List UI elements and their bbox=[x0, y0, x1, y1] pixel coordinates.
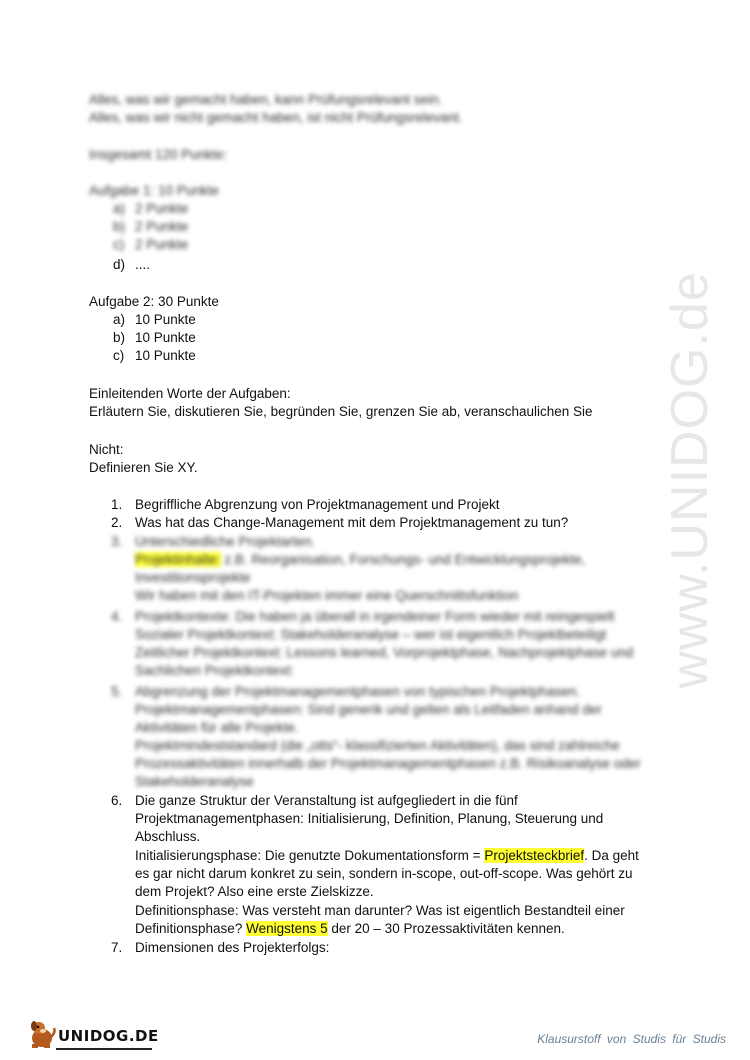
blurred-intro-line-1: Alles, was wir gemacht haben, kann Prüfungsrelevant sein. bbox=[89, 92, 443, 107]
list-item-3-line-4: Wir haben mit den IT-Projekten immer eine Querschnittsfunktion bbox=[135, 588, 519, 603]
not-heading: Nicht: bbox=[89, 442, 124, 457]
watermark-text: www.UNIDOG.de bbox=[661, 271, 719, 689]
item-marker: 2. bbox=[111, 515, 123, 530]
item-text: Dimensionen des Projekterfolgs: bbox=[135, 940, 330, 955]
item-text: Begriffliche Abgrenzung von Projektmanagement und Projekt bbox=[135, 497, 500, 512]
list-item-6 bbox=[111, 792, 518, 810]
task2-title: Aufgabe 2: 30 Punkte bbox=[89, 294, 219, 309]
item-marker: 3. bbox=[111, 534, 123, 549]
highlighted-text: Projektsteckbrief bbox=[484, 848, 585, 863]
list-item-4 bbox=[111, 608, 615, 626]
item-marker: b) bbox=[113, 219, 126, 234]
item-text: Die ganze Struktur der Veranstaltung ist aufgegliedert in die fünf bbox=[135, 793, 518, 808]
dog-icon bbox=[31, 1021, 55, 1048]
list-item-6-line-4 bbox=[135, 847, 639, 865]
item-marker: 4. bbox=[111, 609, 123, 624]
item-text: Abgrenzung der Projektmanagementphasen von typischen Projektphasen. bbox=[135, 684, 581, 699]
logo-text: UNIDOG.DE bbox=[58, 1027, 159, 1045]
item-marker: 5. bbox=[111, 684, 123, 699]
item-text: Projektkontexte: Die haben ja überall in irgendeiner Form wieder mit reingespielt bbox=[135, 609, 615, 624]
item-text: Definitionsphase? bbox=[135, 921, 247, 936]
list-item-3 bbox=[111, 533, 315, 551]
blurred-total-points: Insgesamt 120 Punkte: bbox=[89, 147, 228, 162]
not-text: Definieren Sie XY. bbox=[89, 460, 198, 475]
highlighted-text: Projektinhalte: bbox=[135, 552, 221, 567]
list-item-6-line-8 bbox=[135, 920, 565, 938]
item-text: Unterschiedliche Projektarten. bbox=[135, 534, 316, 549]
list-item-4-line-3: Zeitlicher Projektkontext: Lessons learned, Vorprojektphase, Nachprojektphase und bbox=[135, 645, 634, 660]
item-text: 2 Punkte bbox=[135, 219, 189, 234]
list-item-4-line-4: Sachlichen Projektkontext: bbox=[135, 663, 295, 678]
list-item-6-line-5: es gar nicht darum konkret zu sein, sondern in-scope, out-off-scope. Was gehört zu bbox=[135, 866, 633, 881]
item-text: z.B. Reorganisation, Forschungs- und Entwicklungsprojekte, bbox=[220, 552, 586, 567]
list-item-6-line-2: Projektmanagementphasen: Initialisierung, Definition, Planung, Steuerung und bbox=[135, 811, 604, 826]
list-item-6-line-6: dem Projekt? Also eine erste Zielskizze. bbox=[135, 884, 374, 899]
item-text: Was hat das Change-Management mit dem Projektmanagement zu tun? bbox=[135, 515, 569, 530]
list-item-5-line-2: Projektmanagementphasen: Sind generik und gelten als Leitfaden anhand der bbox=[135, 702, 602, 717]
item-marker: 6. bbox=[111, 793, 123, 808]
item-text: der 20 – 30 Prozessaktivitäten kennen. bbox=[327, 921, 565, 936]
list-item-3-line-2 bbox=[135, 551, 585, 569]
list-item-5-line-3: Aktivitäten für alle Projekte. bbox=[135, 720, 299, 735]
item-text: 2 Punkte bbox=[135, 237, 189, 252]
item-marker: 1. bbox=[111, 497, 123, 512]
item-text: 10 Punkte bbox=[135, 348, 196, 363]
list-item-6-line-7: Definitionsphase: Was versteht man darunter? Was ist eigentlich Bestandteil einer bbox=[135, 903, 625, 918]
task2-item-b bbox=[113, 329, 196, 347]
list-item-5-line-5: Prozessaktivitäten innerhalb der Projektmanagementphasen z.B. Risikoanalyse oder bbox=[135, 756, 641, 771]
footer-tagline: Klausurstoff von Studis für Studis bbox=[537, 1032, 726, 1046]
list-item-6-line-3: Abschluss. bbox=[135, 829, 201, 844]
item-marker: a) bbox=[113, 312, 126, 327]
blurred-task1-item-a bbox=[113, 200, 188, 218]
item-marker: c) bbox=[113, 348, 125, 363]
blurred-task1-item-b bbox=[113, 218, 188, 236]
list-item-5 bbox=[111, 683, 580, 701]
list-item-5-line-6: Stakeholderanalyse bbox=[135, 774, 254, 789]
item-marker: c) bbox=[113, 237, 125, 252]
item-marker: a) bbox=[113, 201, 126, 216]
list-item-3-line-3: Investitionsprojekte bbox=[135, 570, 251, 585]
highlighted-text: Wenigstens 5 bbox=[246, 921, 328, 936]
list-item-7 bbox=[111, 939, 329, 957]
list-item-4-line-2: Sozialer Projektkontext: Stakeholderanalyse – wer ist eigentlich Projektbeteiligt bbox=[135, 627, 607, 642]
item-marker: 7. bbox=[111, 940, 123, 955]
intro-words-text: Erläutern Sie, diskutieren Sie, begründen Sie, grenzen Sie ab, veranschaulichen Sie bbox=[89, 404, 593, 419]
blurred-task1-title: Aufgabe 1: 10 Punkte bbox=[89, 183, 219, 198]
list-item-5-line-4: Projektmindeststandard (die „otts“- klassifizierten Aktivitäten), das sind zahlreiche bbox=[135, 738, 620, 753]
task2-item-a bbox=[113, 311, 196, 329]
task2-item-c bbox=[113, 347, 196, 365]
list-item-1 bbox=[111, 496, 499, 514]
item-text: 10 Punkte bbox=[135, 312, 196, 327]
item-text: . Da geht bbox=[584, 848, 639, 863]
item-text: 10 Punkte bbox=[135, 330, 196, 345]
item-text: Initialisierungsphase: Die genutzte Dokumentationsform = bbox=[135, 848, 485, 863]
blurred-intro-line-2: Alles, was wir nicht gemacht haben, ist nicht Prüfungsrelevant. bbox=[89, 110, 463, 125]
blurred-task1-item-c bbox=[113, 236, 188, 254]
intro-words-heading: Einleitenden Worte der Aufgaben: bbox=[89, 386, 291, 401]
list-item-2 bbox=[111, 514, 568, 532]
item-marker: d) bbox=[113, 257, 126, 272]
item-marker: b) bbox=[113, 330, 126, 345]
task1-item-d bbox=[113, 256, 150, 274]
item-text: .... bbox=[135, 257, 151, 272]
item-text: 2 Punkte bbox=[135, 201, 189, 216]
